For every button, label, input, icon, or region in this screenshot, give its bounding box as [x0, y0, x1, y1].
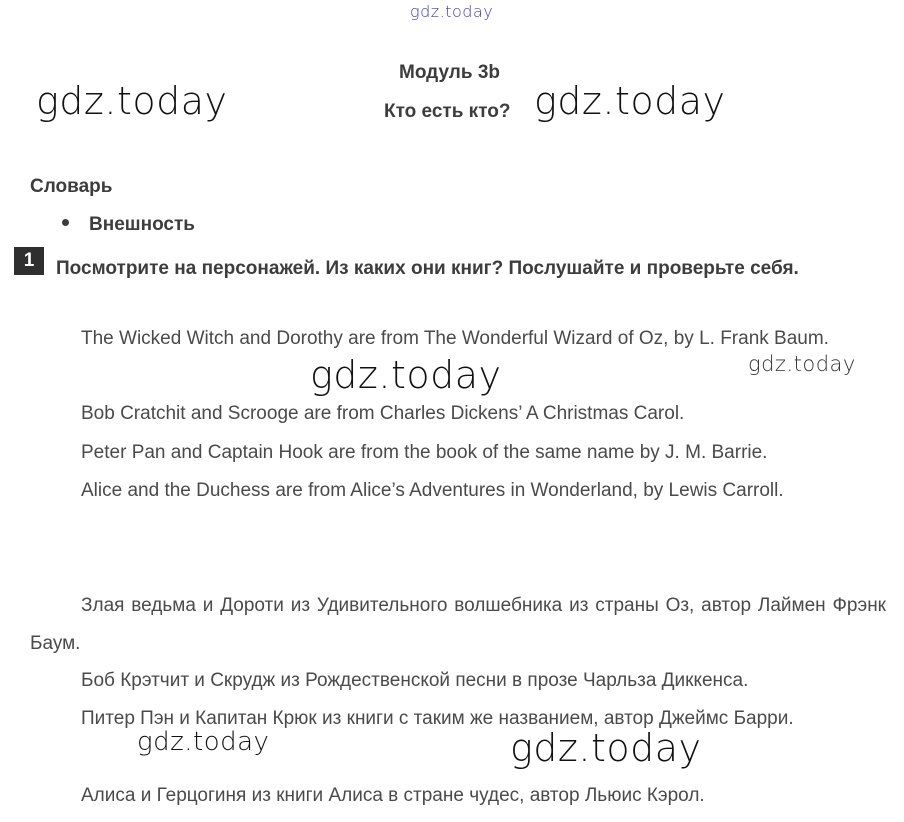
module-subtitle: Кто есть кто?: [384, 101, 511, 122]
vocabulary-bullet-item: [62, 214, 195, 236]
russian-paragraph: Алиса и Герцогиня из книги Алиса в стране чудес, автор Льюис Кэрол.: [81, 785, 705, 806]
english-paragraph: Alice and the Duchess are from Alice’s Adventures in Wonderland, by Lewis Carroll.: [81, 480, 784, 501]
exercise-number-badge: 1: [14, 247, 44, 275]
russian-paragraph: Злая ведьма и Дороти из Удивительного волшебника из страны Оз, автор Лаймен Фрэнк Баум.: [30, 595, 886, 654]
bullet-icon: [62, 219, 69, 226]
vocabulary-title: Словарь: [30, 176, 113, 197]
exercise-task: Посмотрите на персонажей. Из каких они книг? Послушайте и проверьте себя.: [56, 258, 799, 279]
vocabulary-bullet-label: Внешность: [89, 214, 195, 235]
watermark: gdz.today: [510, 726, 702, 770]
watermark: gdz.today: [534, 79, 726, 123]
russian-paragraph: Боб Крэтчит и Скрудж из Рождественской песни в прозе Чарльза Диккенса.: [81, 670, 749, 691]
watermark: gdz.today: [137, 727, 270, 757]
english-paragraph: The Wicked Witch and Dorothy are from The Wonderful Wizard of Oz, by L. Frank Baum.: [81, 328, 829, 349]
watermark: gdz.today: [748, 352, 856, 376]
watermark: gdz.today: [36, 79, 228, 123]
watermark-top: gdz.today: [410, 2, 494, 21]
module-title: Модуль 3b: [399, 62, 500, 83]
english-paragraph: Peter Pan and Captain Hook are from the book of the same name by J. M. Barrie.: [81, 442, 768, 463]
russian-paragraph: Питер Пэн и Капитан Крюк из книги с таким же названием, автор Джеймс Барри.: [81, 708, 794, 729]
english-paragraph: Bob Cratchit and Scrooge are from Charles Dickens’ A Christmas Carol.: [81, 403, 685, 424]
watermark: gdz.today: [310, 353, 502, 397]
